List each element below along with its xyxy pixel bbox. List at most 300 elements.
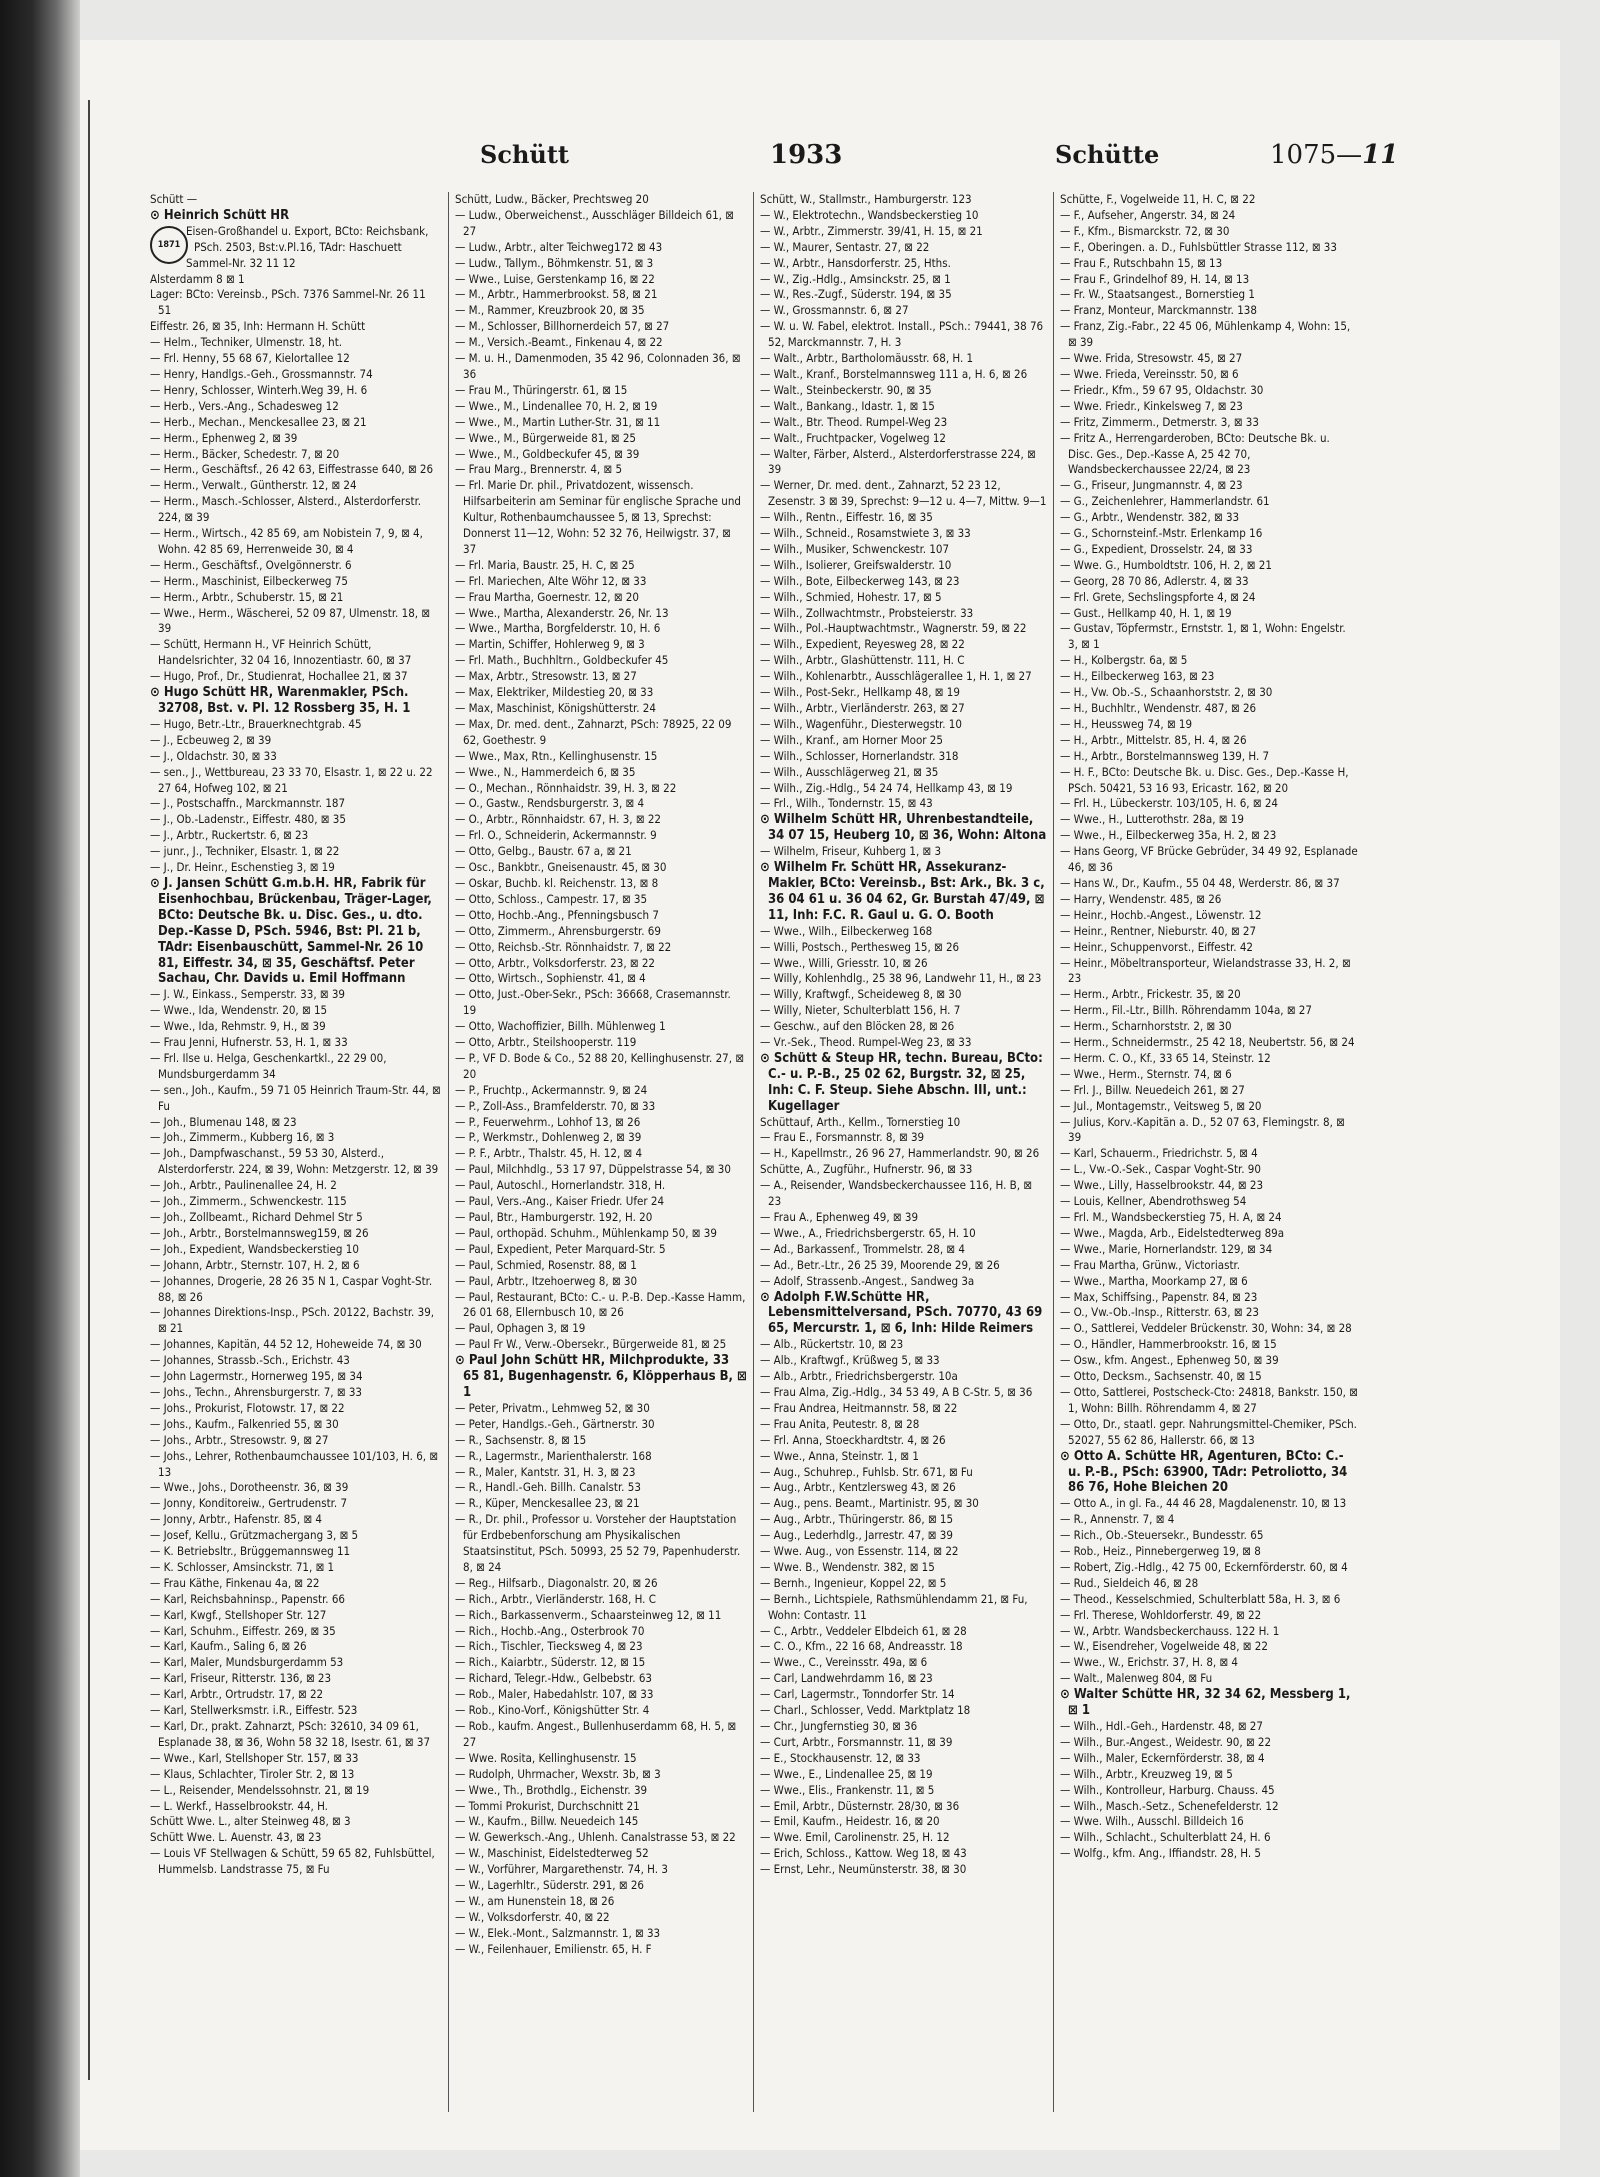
directory-entry: — sen., Joh., Kaufm., 59 71 05 Heinrich Traum-Str. 44, ⊠ Fu (150, 1082, 441, 1113)
directory-entry: — Max, Arbtr., Stresowstr. 13, ⊠ 27 (455, 669, 637, 684)
firm-logo: 1871 (150, 226, 188, 264)
firm-entry: ⊙ Walter Schütte HR, 32 34 62, Messberg 1, ⊠ 1 (1060, 1687, 1351, 1719)
directory-entry: — W., am Hunenstein 18, ⊠ 26 (455, 1893, 615, 1908)
firm-entry: ⊙ Adolph F.W.Schütte HR, Lebensmittelversand, PSch. 70770, 43 69 65, Mercurstr. 1, ⊠ 6, Inh: Hilde Reimers (760, 1289, 1043, 1337)
directory-entry: — Hugo, Betr.-Ltr., Brauerknechtgrab. 45 (150, 716, 362, 731)
directory-entry: — Karl, Schuhm., Eiffestr. 269, ⊠ 35 (150, 1623, 336, 1638)
directory-entry: — Paul, Schmied, Rosenstr. 88, ⊠ 1 (455, 1257, 637, 1272)
directory-entry: — Paul Fr W., Verw.-Obersekr., Bürgerweide 81, ⊠ 25 (455, 1337, 727, 1352)
directory-entry: — Wwe., Ida, Rehmstr. 9, H., ⊠ 39 (150, 1019, 326, 1034)
directory-entry: — R., Sachsenstr. 8, ⊠ 15 (455, 1432, 587, 1447)
directory-entry: — Willi, Postsch., Perthesweg 15, ⊠ 26 (760, 939, 960, 954)
directory-entry: — K. Schlosser, Amsinckstr. 71, ⊠ 1 (150, 1559, 335, 1574)
directory-entry: — Wilh., Kranf., am Horner Moor 25 (760, 732, 943, 747)
directory-entry: — Wwe., M., Goldbeckufer 45, ⊠ 39 (455, 446, 640, 461)
directory-entry: — Rudolph, Uhrmacher, Wexstr. 3b, ⊠ 3 (455, 1766, 661, 1781)
directory-entry: — Herm., Geschäftsf., 26 42 63, Eiffestrasse 640, ⊠ 26 (150, 462, 434, 477)
directory-entry: — Wilhelm, Friseur, Kuhberg 1, ⊠ 3 (760, 844, 942, 859)
directory-entry: Sammel-Nr. 32 11 12 (186, 255, 296, 270)
directory-entry: — Heinr., Rentner, Nieburstr. 40, ⊠ 27 (1060, 923, 1257, 938)
directory-entry: — Osw., kfm. Angest., Ephenweg 50, ⊠ 39 (1060, 1353, 1279, 1368)
directory-entry: — Otto, Arbtr., Steilshooperstr. 119 (455, 1035, 637, 1050)
directory-entry: — Louis VF Stellwagen & Schütt, 59 65 82, Fuhlsbüttel, Hummelsb. Landstrasse 75, ⊠ Fu (150, 1846, 435, 1877)
directory-entry: — Julius, Korv.-Kapitän a. D., 52 07 63, Flemingstr. 8, ⊠ 39 (1060, 1114, 1345, 1145)
directory-entry: — Rich., Hochb.-Ang., Osterbrook 70 (455, 1623, 645, 1638)
directory-entry: — Wwe., E., Lindenallee 25, ⊠ 19 (760, 1766, 933, 1781)
directory-entry: — Johannes Direktions-Insp., PSch. 20122, Bachstr. 39, ⊠ 21 (150, 1305, 435, 1336)
directory-entry: — Geschw., auf den Blöcken 28, ⊠ 26 (760, 1019, 955, 1034)
directory-entry: — W., Zig.-Hdlg., Amsinckstr. 25, ⊠ 1 (760, 271, 951, 286)
directory-entry: — Johs., Kaufm., Falkenried 55, ⊠ 30 (150, 1416, 339, 1431)
directory-entry: — P., Zoll-Ass., Bramfelderstr. 70, ⊠ 33 (455, 1098, 656, 1113)
directory-entry: — junr., J., Techniker, Elsastr. 1, ⊠ 22 (150, 844, 340, 859)
directory-columns (144, 192, 1544, 2112)
directory-entry: — G., Expedient, Drosselstr. 24, ⊠ 33 (1060, 541, 1253, 556)
directory-entry: — M., Schlosser, Billhornerdeich 57, ⊠ 27 (455, 319, 670, 334)
directory-entry: — Joh., Dampfwaschanst., 59 53 30, Alsterd., Alsterdorferstr. 224, ⊠ 39, Wohn: Metzgerstr. 12, ⊠ 39 (150, 1146, 439, 1177)
directory-entry: — Alb., Kraftwgf., Krüßweg 5, ⊠ 33 (760, 1353, 940, 1368)
directory-entry: — Ludw., Arbtr., alter Teichweg172 ⊠ 43 (455, 239, 663, 254)
directory-entry: — Wwe., Johs., Dorotheenstr. 36, ⊠ 39 (150, 1480, 349, 1495)
directory-entry: — Aug., Lederhdlg., Jarrestr. 47, ⊠ 39 (760, 1528, 953, 1543)
directory-entry: — Walt., Kranf., Borstelmannsweg 111 a, H. 6, ⊠ 26 (760, 366, 1028, 381)
directory-entry: — Frau Alma, Zig.-Hdlg., 34 53 49, A B C-Str. 5, ⊠ 36 (760, 1384, 1033, 1399)
directory-entry: — Herm., Verwalt., Güntherstr. 12, ⊠ 24 (150, 478, 357, 493)
directory-entry: — Reg., Hilfsarb., Diagonalstr. 20, ⊠ 26 (455, 1575, 658, 1590)
directory-entry: — Bernh., Lichtspiele, Rathsmühlendamm 21, ⊠ Fu, Wohn: Contastr. 11 (760, 1591, 1028, 1622)
directory-entry: — Wwe. B., Wendenstr. 382, ⊠ 15 (760, 1559, 935, 1574)
directory-entry: — Paul, Btr., Hamburgerstr. 192, H. 20 (455, 1210, 653, 1224)
directory-entry: — Bernh., Ingenieur, Koppel 22, ⊠ 5 (760, 1575, 947, 1590)
directory-entry: Schütt Wwe. L. Auenstr. 43, ⊠ 23 (150, 1830, 322, 1845)
directory-entry: — Wwe. Emil, Carolinenstr. 25, H. 12 (760, 1830, 950, 1845)
directory-entry: — Wilh., Arbtr., Glashüttenstr. 111, H. C (760, 653, 965, 668)
directory-entry: — Otto, Zimmerm., Ahrensburgerstr. 69 (455, 923, 661, 938)
directory-entry: — Wwe., M., Martin Luther-Str. 31, ⊠ 11 (455, 414, 661, 429)
directory-entry: — Peter, Privatm., Lehmweg 52, ⊠ 30 (455, 1400, 650, 1415)
directory-entry: — F., Oberingen. a. D., Fuhlsbüttler Strasse 112, ⊠ 33 (1060, 239, 1337, 254)
directory-entry: — Walt., Steinbeckerstr. 90, ⊠ 35 (760, 382, 932, 397)
directory-entry: — Wwe., Martha, Borgfelderstr. 10, H. 6 (455, 621, 661, 636)
directory-entry: — P., VF D. Bode & Co., 52 88 20, Kellinghusenstr. 27, ⊠ 20 (455, 1050, 744, 1081)
directory-page (80, 40, 1560, 2150)
directory-entry: — Wwe., Wilh., Eilbeckerweg 168 (760, 923, 933, 938)
directory-entry: — P., Fruchtp., Ackermannstr. 9, ⊠ 24 (455, 1082, 648, 1097)
directory-entry: — Wwe. Frida, Stresowstr. 45, ⊠ 27 (1060, 351, 1243, 366)
directory-entry: — Friedr., Kfm., 59 67 95, Oldachstr. 30 (1060, 382, 1264, 397)
directory-entry: — C., Arbtr., Veddeler Elbdeich 61, ⊠ 28 (760, 1623, 967, 1638)
directory-entry: — Paul, Restaurant, BCto: C.- u. P.-B. Dep.-Kasse Hamm, 26 01 68, Ellernbusch 10, ⊠ 26 (455, 1289, 746, 1320)
directory-entry: — Werner, Dr. med. dent., Zahnarzt, 52 23 12, Zesenstr. 3 ⊠ 39, Sprechst: 9—12 u. 4—7, Mittw. 9—1 (760, 478, 1047, 509)
directory-entry: — Aug., Arbtr., Kentzlersweg 43, ⊠ 26 (760, 1480, 956, 1495)
directory-entry: — Frl. Anna, Stoeckhardtstr. 4, ⊠ 26 (760, 1432, 946, 1447)
directory-entry: — Otto, Decksm., Sachsenstr. 40, ⊠ 15 (1060, 1369, 1262, 1384)
directory-entry: — Hans W., Dr., Kaufm., 55 04 48, Werderstr. 86, ⊠ 37 (1060, 875, 1340, 890)
directory-entry: — O., Mechan., Rönnhaidstr. 39, H. 3, ⊠ 22 (455, 780, 677, 795)
directory-entry: — Frl. Marie Dr. phil., Privatdozent, wissensch. Hilfsarbeiterin am Seminar für englische Sprache und Kultur, Rothenbaumchaussee 5, ⊠ 13, Sprechst: Donnerst 11—12, Wohn: 52 32 76, Heilwigstr. 37, ⊠ 37 (455, 478, 741, 556)
directory-entry: — Rob., kaufm. Angest., Bullenhuserdamm 68, H. 5, ⊠ 27 (455, 1719, 737, 1749)
directory-entry: — P., Werkmstr., Dohlenweg 2, ⊠ 39 (455, 1130, 642, 1145)
directory-entry: — Joh., Zollbeamt., Richard Dehmel Str 5 (150, 1210, 363, 1224)
directory-entry: — Aug., pens. Beamt., Martinistr. 95, ⊠ 30 (760, 1496, 979, 1511)
directory-entry: — O., Vw.-Ob.-Insp., Ritterstr. 63, ⊠ 23 (1060, 1305, 1259, 1320)
directory-entry: — Johannes, Drogerie, 28 26 35 N 1, Caspar Voght-Str. 88, ⊠ 26 (150, 1273, 433, 1304)
directory-entry: — Frau F., Rutschbahn 15, ⊠ 13 (1060, 255, 1223, 270)
directory-entry: — J., Postschaffn., Marckmannstr. 187 (150, 796, 346, 811)
directory-entry: — Fr. W., Staatsangest., Bornerstieg 1 (1060, 287, 1255, 302)
directory-entry: — F., Kfm., Bismarckstr. 72, ⊠ 30 (1060, 223, 1230, 238)
directory-entry: — Rob., Kino-Vorf., Königshütter Str. 4 (455, 1703, 650, 1718)
directory-entry: — Herm., Scharnhorststr. 2, ⊠ 30 (1060, 1019, 1232, 1034)
directory-entry: Schütte, F., Vogelweide 11, H. C, ⊠ 22 (1060, 192, 1256, 206)
directory-entry: — W., Elektrotechn., Wandsbeckerstieg 10 (760, 207, 979, 222)
directory-entry: — E., Stockhausenstr. 12, ⊠ 33 (760, 1750, 921, 1765)
directory-entry: — H., Buchhltr., Wendenstr. 487, ⊠ 26 (1060, 701, 1257, 715)
directory-entry: — Ludw., Tallym., Böhmkenstr. 51, ⊠ 3 (455, 255, 654, 270)
directory-entry: — J., Arbtr., Ruckertstr. 6, ⊠ 23 (150, 828, 309, 843)
directory-entry: — Herm., Schneidermstr., 25 42 18, Neubertstr. 56, ⊠ 24 (1060, 1035, 1355, 1050)
directory-entry: — Franz, Monteur, Marckmannstr. 138 (1060, 303, 1257, 318)
directory-entry: — L., Vw.-O.-Sek., Caspar Voght-Str. 90 (1060, 1162, 1261, 1177)
directory-entry: — Otto, Reichsb.-Str. Rönnhaidstr. 7, ⊠ 22 (455, 939, 672, 954)
directory-entry: — Frl. M., Wandsbeckerstieg 75, H. A, ⊠ 24 (1060, 1210, 1282, 1224)
directory-entry: — G., Friseur, Jungmannstr. 4, ⊠ 23 (1060, 478, 1243, 493)
directory-entry: — Johannes, Kapitän, 44 52 12, Hoheweide 74, ⊠ 30 (150, 1337, 422, 1352)
directory-entry: — O., Händler, Hammerbrookstr. 16, ⊠ 15 (1060, 1337, 1277, 1352)
directory-entry: — J., Ob.-Ladenstr., Eiffestr. 480, ⊠ 35 (150, 812, 346, 827)
directory-entry: — Wwe., M., Lindenallee 70, H. 2, ⊠ 19 (455, 398, 658, 413)
directory-entry: — Willy, Kraftwgf., Scheideweg 8, ⊠ 30 (760, 987, 962, 1002)
directory-entry: — Fritz, Zimmerm., Detmerstr. 3, ⊠ 33 (1060, 414, 1259, 429)
directory-entry: — Johs., Arbtr., Stresowstr. 9, ⊠ 27 (150, 1432, 329, 1447)
directory-entry: — Wwe., Magda, Arb., Eidelstedterweg 89a (1060, 1225, 1285, 1240)
directory-entry: — W., Arbtr., Hansdorferstr. 25, Hths. (760, 255, 951, 270)
directory-entry: — Aug., Schuhrep., Fuhlsb. Str. 671, ⊠ Fu (760, 1464, 973, 1479)
directory-entry: — Herm., Masch.-Schlosser, Alsterd., Alsterdorferstr. 224, ⊠ 39 (150, 494, 422, 525)
directory-entry: — H., Kolbergstr. 6a, ⊠ 5 (1060, 653, 1188, 668)
directory-entry: — A., Reisender, Wandsbeckerchaussee 116, H. B, ⊠ 23 (760, 1178, 1033, 1209)
directory-entry: — Johs., Lehrer, Rothenbaumchaussee 101/103, H. 6, ⊠ 13 (150, 1448, 439, 1479)
directory-entry: — Wwe. G., Humboldtstr. 106, H. 2, ⊠ 21 (1060, 557, 1272, 572)
directory-entry: — Frl. Ilse u. Helga, Geschenkartkl., 22 29 00, Mundsburgerdamm 34 (150, 1050, 387, 1081)
directory-entry: — Curt, Arbtr., Forsmannstr. 11, ⊠ 39 (760, 1734, 953, 1749)
directory-entry: — Wilh., Post-Sekr., Hellkamp 48, ⊠ 19 (760, 685, 960, 700)
directory-entry: — Karl, Arbtr., Ortrudstr. 17, ⊠ 22 (150, 1687, 324, 1702)
directory-entry: — Heinr., Hochb.-Angest., Löwenstr. 12 (1060, 907, 1262, 922)
directory-entry: — H., Eilbeckerweg 163, ⊠ 23 (1060, 669, 1215, 684)
directory-entry: — Wwe., Marie, Hornerlandstr. 129, ⊠ 34 (1060, 1241, 1273, 1256)
directory-entry: — Frau Käthe, Finkenau 4a, ⊠ 22 (150, 1575, 320, 1590)
directory-entry: — M., Versich.-Beamt., Finkenau 4, ⊠ 22 (455, 335, 663, 350)
directory-entry: — Frau Marg., Brennerstr. 4, ⊠ 5 (455, 462, 623, 477)
directory-entry: — Frau Martha, Grünw., Victoriastr. (1060, 1257, 1241, 1272)
directory-entry: — Paul, orthopäd. Schuhm., Mühlenkamp 50, ⊠ 39 (455, 1225, 717, 1240)
directory-entry: — H. F., BCto: Deutsche Bk. u. Disc. Ges., Dep.-Kasse H, PSch. 50421, 53 16 93, Ericastr. 162, ⊠ 20 (1060, 764, 1349, 795)
directory-entry: — Herm., Arbtr., Frickestr. 35, ⊠ 20 (1060, 987, 1241, 1002)
directory-entry: — Karl, Kwgf., Stellshoper Str. 127 (150, 1607, 327, 1622)
directory-entry: — Tommi Prokurist, Durchschnitt 21 (455, 1798, 640, 1813)
directory-entry: — Wilh., Kohlenarbtr., Ausschlägerallee 1, H. 1, ⊠ 27 (760, 669, 1032, 684)
directory-entry: — Wwe., Karl, Stellshoper Str. 157, ⊠ 33 (150, 1750, 359, 1765)
directory-entry: — Hans Georg, VF Brücke Gebrüder, 34 49 92, Esplanade 46, ⊠ 36 (1060, 844, 1358, 875)
directory-entry: — Harry, Wendenstr. 485, ⊠ 26 (1060, 891, 1222, 906)
directory-entry: — Frl. Therese, Wohldorferstr. 49, ⊠ 22 (1060, 1607, 1262, 1622)
directory-entry: — Herm., Wirtsch., 42 85 69, am Nobistein 7, 9, ⊠ 4, Wohn. 42 85 69, Herrenweide 30, ⊠ 4 (150, 526, 423, 556)
directory-entry: Eisen-Großhandel u. Export, BCto: Reichsbank, PSch. 2503, Bst:v.Pl.16, TAdr: Haschuett (186, 223, 429, 254)
directory-entry: — Heinr., Möbeltransporteur, Wielandstrasse 33, H. 2, ⊠ 23 (1060, 955, 1351, 986)
directory-entry: — Vr.-Sek., Theod. Rumpel-Weg 23, ⊠ 33 (760, 1035, 972, 1050)
firm-entry: ⊙ Schütt & Steup HR, techn. Bureau, BCto: C.- u. P.-B., 25 02 62, Burgstr. 32, ⊠ 25, Inh: C. F. Steup. Siehe Abschn. III, unt.: Kugellager (760, 1050, 1043, 1114)
directory-entry: — Max, Elektriker, Mildestieg 20, ⊠ 33 (455, 685, 654, 700)
directory-entry: — W., Maurer, Sentastr. 27, ⊠ 22 (760, 239, 930, 254)
directory-entry: — L. Werkf., Hasselbrookstr. 44, H. (150, 1798, 328, 1813)
directory-entry: — Wwe., Elis., Frankenstr. 11, ⊠ 5 (760, 1782, 935, 1797)
directory-entry: — H., Kapellmstr., 26 96 27, Hammerlandstr. 90, ⊠ 26 (760, 1146, 1040, 1161)
directory-entry: — Wilh., Bote, Eilbeckerweg 143, ⊠ 23 (760, 573, 960, 588)
directory-entry: — Walt., Fruchtpacker, Vogelweg 12 (760, 430, 947, 445)
directory-entry: — G., Arbtr., Wendenstr. 382, ⊠ 33 (1060, 510, 1240, 525)
directory-entry: — Chr., Jungfernstieg 30, ⊠ 36 (760, 1719, 918, 1733)
directory-entry: — Wilh., Hdl.-Geh., Hardenstr. 48, ⊠ 27 (1060, 1719, 1263, 1733)
directory-entry: — Osc., Bankbtr., Gneisenaustr. 45, ⊠ 30 (455, 860, 667, 875)
directory-entry: — J., Oldachstr. 30, ⊠ 33 (150, 748, 277, 763)
directory-entry: — Herm. C. O., Kf., 33 65 14, Steinstr. 12 (1060, 1050, 1271, 1065)
directory-entry: — Karl, Schauerm., Friedrichstr. 5, ⊠ 4 (1060, 1146, 1258, 1161)
directory-entry: — Walt., Btr. Theod. Rumpel-Weg 23 (760, 414, 948, 429)
directory-entry: — Frl. J., Billw. Neuedeich 261, ⊠ 27 (1060, 1082, 1245, 1097)
directory-entry: — Herm., Ephenweg 2, ⊠ 39 (150, 430, 298, 445)
directory-entry: — Wwe., Th., Brothdlg., Eichenstr. 39 (455, 1782, 648, 1797)
directory-entry: — Wwe., Lilly, Hasselbrookstr. 44, ⊠ 23 (1060, 1178, 1264, 1193)
firm-entry: ⊙ Hugo Schütt HR, Warenmakler, PSch. 32708, Bst. v. Pl. 12 Rossberg 35, H. 1 (150, 685, 411, 716)
directory-entry: — Frl., Wilh., Tondernstr. 15, ⊠ 43 (760, 796, 933, 811)
directory-entry: — Gustav, Töpfermstr., Ernststr. 1, ⊠ 1, Wohn: Engelstr. 3, ⊠ 1 (1060, 621, 1346, 652)
directory-entry: — Karl, Stellwerksmstr. i.R., Eiffestr. 523 (150, 1703, 358, 1718)
directory-entry: — Willy, Kohlenhdlg., 25 38 96, Landwehr 11, H., ⊠ 23 (760, 971, 1042, 986)
header-left-name: Schütt (480, 140, 570, 169)
directory-entry: — Rob., Heiz., Pinnebergerweg 19, ⊠ 8 (1060, 1544, 1261, 1559)
directory-entry: Alsterdamm 8 ⊠ 1 (150, 271, 245, 286)
directory-entry: — R., Handl.-Geh. Billh. Canalstr. 53 (455, 1480, 641, 1495)
directory-entry: — Herm., Fil.-Ltr., Billh. Röhrendamm 104a, ⊠ 27 (1060, 1003, 1312, 1018)
directory-entry: — C. O., Kfm., 22 16 68, Andreasstr. 18 (760, 1639, 963, 1654)
directory-entry: — W., Res.-Zugf., Süderstr. 194, ⊠ 35 (760, 287, 952, 302)
directory-entry: — Emil, Arbtr., Düsternstr. 28/30, ⊠ 36 (760, 1798, 960, 1813)
directory-entry: — Frau Jenni, Hufnerstr. 53, H. 1, ⊠ 33 (150, 1035, 348, 1050)
directory-entry: — Joh., Arbtr., Paulinenallee 24, H. 2 (150, 1178, 337, 1193)
directory-entry: — Wwe., Martha, Alexanderstr. 26, Nr. 13 (455, 605, 669, 620)
directory-entry: — Frau E., Forsmannstr. 8, ⊠ 39 (760, 1130, 925, 1145)
directory-entry: — Willy, Nieter, Schulterblatt 156, H. 7 (760, 1003, 961, 1018)
directory-entry: — Wwe., M., Bürgerweide 81, ⊠ 25 (455, 430, 637, 445)
directory-entry: — P. F., Arbtr., Thalstr. 45, H. 12, ⊠ 4 (455, 1146, 643, 1161)
directory-entry: Schüttauf, Arth., Kellm., Tornerstieg 10 (760, 1114, 961, 1129)
directory-entry: — Oskar, Buchb. kl. Reichenstr. 13, ⊠ 8 (455, 875, 659, 890)
directory-entry: — Wwe., H., Lutterothstr. 28a, ⊠ 19 (1060, 812, 1244, 827)
directory-entry: — Otto, Sattlerei, Postscheck-Cto: 24818, Bankstr. 150, ⊠ 1, Wohn: Billh. Röhrendamm 4, ⊠ 27 (1060, 1384, 1358, 1415)
directory-entry: — Frl. H., Lübeckerstr. 103/105, H. 6, ⊠ 24 (1060, 796, 1278, 811)
directory-entry: — J., Ecbeuweg 2, ⊠ 39 (150, 732, 272, 747)
directory-entry: — Wwe., C., Vereinsstr. 49a, ⊠ 6 (760, 1655, 928, 1670)
book-binding (0, 0, 80, 2177)
directory-entry: — Walter, Färber, Alsterd., Alsterdorferstrasse 224, ⊠ 39 (760, 446, 1036, 477)
directory-entry: — Wilh., Schlacht., Schulterblatt 24, H. 6 (1060, 1830, 1271, 1845)
directory-entry: — Wilh., Ausschlägerweg 21, ⊠ 35 (760, 764, 939, 779)
firm-entry: ⊙ Heinrich Schütt HR (150, 207, 290, 223)
firm-entry: ⊙ Wilhelm Schütt HR, Uhrenbestandteile, 34 07 15, Heuberg 10, ⊠ 36, Wohn: Altona (760, 812, 1047, 844)
directory-entry: — Wilh., Zig.-Hdlg., 54 24 74, Hellkamp 43, ⊠ 19 (760, 780, 1013, 795)
directory-entry: — H., Arbtr., Mittelstr. 85, H. 4, ⊠ 26 (1060, 732, 1247, 747)
directory-entry: — G., Zeichenlehrer, Hammerlandstr. 61 (1060, 494, 1270, 509)
directory-entry: — Wilh., Schneid., Rosamstwiete 3, ⊠ 33 (760, 526, 971, 541)
directory-entry: — Frau F., Grindelhof 89, H. 14, ⊠ 13 (1060, 271, 1250, 286)
firm-entry: ⊙ Otto A. Schütte HR, Agenturen, BCto: C.- u. P.-B., PSch: 63900, TAdr: Petroliotto, 34 86 76, Hohe Bleichen 20 (1060, 1448, 1348, 1496)
directory-entry: — Frau Martha, Goernestr. 12, ⊠ 20 (455, 589, 639, 604)
directory-entry: — Walt., Arbtr., Bartholomäusstr. 68, H. 1 (760, 351, 974, 366)
directory-entry: — Max, Maschinist, Königshütterstr. 24 (455, 701, 656, 715)
directory-entry: Schütt — (150, 192, 198, 206)
directory-entry: — F., Aufseher, Angerstr. 34, ⊠ 24 (1060, 207, 1236, 222)
directory-entry: — W. u. W. Fabel, elektrot. Install., PSch.: 79441, 38 76 52, Marckmannstr. 7, H. 3 (760, 319, 1044, 350)
directory-entry: — Carl, Lagermstr., Tonndorfer Str. 14 (760, 1687, 955, 1702)
directory-entry: — Herm., Bäcker, Schedestr. 7, ⊠ 20 (150, 446, 340, 461)
directory-entry: — sen., J., Wettbureau, 23 33 70, Elsastr. 1, ⊠ 22 u. 22 27 64, Hofweg 102, ⊠ 21 (150, 764, 433, 795)
header-year: 1933 (770, 140, 843, 170)
directory-entry: — Herb., Mechan., Menckesallee 23, ⊠ 21 (150, 414, 367, 429)
directory-entry: Schütt Wwe. L., alter Steinweg 48, ⊠ 3 (150, 1814, 351, 1829)
directory-entry: — Jonny, Konditoreiw., Gertrudenstr. 7 (150, 1496, 348, 1511)
directory-entry: — Otto, Arbtr., Volksdorferstr. 23, ⊠ 22 (455, 955, 656, 970)
directory-entry: — Ad., Barkassenf., Trommelstr. 28, ⊠ 4 (760, 1241, 965, 1256)
firm-entry: ⊙ J. Jansen Schütt G.m.b.H. HR, Fabrik für Eisenhochbau, Brückenbau, Träger-Lager, BCto: Deutsche Bk. u. Disc. Ges., u. dto. Dep.-Kasse D, PSch. 5946, Bst: Pl. 21 b, TAdr: Eisenbauschütt, Sammel-Nr. 26 10 81, Eiffestr. 34, ⊠ 35, Geschäftsf. Peter Sachau, Chr. Davids u. Emil Hoffmann (150, 875, 432, 987)
directory-entry: — Frl. Henny, 55 68 67, Kielortallee 12 (150, 351, 350, 366)
directory-entry: — Max, Dr. med. dent., Zahnarzt, PSch: 78925, 22 09 62, Goethestr. 9 (455, 716, 732, 747)
directory-entry: — K. Betriebsltr., Brüggemannsweg 11 (150, 1544, 351, 1559)
directory-entry: — Rich., Tischler, Tiecksweg 4, ⊠ 23 (455, 1639, 643, 1654)
directory-entry: — M., Rammer, Kreuzbrook 20, ⊠ 35 (455, 303, 645, 318)
directory-entry: — Karl, Maler, Mundsburgerdamm 53 (150, 1655, 344, 1670)
directory-entry: — Henry, Handlgs.-Geh., Grossmannstr. 74 (150, 366, 373, 381)
header-right-name: Schütte (1055, 140, 1160, 169)
directory-entry: — Rob., Maler, Habedahlstr. 107, ⊠ 33 (455, 1687, 654, 1702)
directory-entry: — H., Arbtr., Borstelmannsweg 139, H. 7 (1060, 748, 1270, 763)
firm-entry: ⊙ Wilhelm Fr. Schütt HR, Assekuranz-Makler, BCto: Vereinsb., Bst: Ark., Bk. 3 c, 36 04 61 u. 36 04 62, Gr. Burstah 47/49, ⊠ 11, Inh: F.C. R. Gaul u. G. O. Booth (760, 860, 1045, 923)
directory-entry: — John Lagermstr., Hornerweg 195, ⊠ 34 (150, 1369, 363, 1384)
directory-entry: — Herm., Arbtr., Schuberstr. 15, ⊠ 21 (150, 589, 344, 604)
directory-entry: — Rich., Ob.-Steuersekr., Bundesstr. 65 (1060, 1528, 1264, 1543)
directory-entry: — Johs., Prokurist, Flotowstr. 17, ⊠ 22 (150, 1400, 345, 1415)
directory-entry: — Otto, Just.-Ober-Sekr., PSch: 36668, Crasemannstr. 19 (455, 987, 731, 1018)
directory-entry: — Frl. Math., Buchhltrn., Goldbeckufer 45 (455, 653, 669, 668)
directory-entry: — W., Kaufm., Billw. Neuedeich 145 (455, 1814, 639, 1829)
directory-entry: — Rich., Arbtr., Vierländerstr. 168, H. C (455, 1591, 656, 1606)
directory-entry: — W., Arbtr., Zimmerstr. 39/41, H. 15, ⊠ 21 (760, 223, 983, 238)
directory-entry: — Hugo, Prof., Dr., Studienrat, Hochallee 21, ⊠ 37 (150, 669, 408, 684)
directory-entry: — Max, Schiffsing., Papenstr. 84, ⊠ 23 (1060, 1289, 1258, 1304)
directory-entry: — Otto, Gelbg., Baustr. 67 a, ⊠ 21 (455, 844, 632, 859)
directory-entry: — Wwe., Martha, Moorkamp 27, ⊠ 6 (1060, 1273, 1248, 1288)
directory-entry: — Frl. O., Schneiderin, Ackermannstr. 9 (455, 828, 657, 843)
directory-entry: — Rich., Barkassenverm., Schaarsteinweg 12, ⊠ 11 (455, 1607, 722, 1622)
directory-entry: — Paul, Autoschl., Hornerlandstr. 318, H. (455, 1178, 666, 1193)
directory-column-3 (754, 192, 1054, 2112)
directory-entry: — Erich, Schloss., Kattow. Weg 18, ⊠ 43 (760, 1846, 967, 1861)
directory-entry: — Alb., Rückertstr. 10, ⊠ 23 (760, 1337, 904, 1352)
directory-entry: — Wwe., N., Hammerdeich 6, ⊠ 35 (455, 764, 636, 779)
directory-entry: — Johs., Techn., Ahrensburgerstr. 7, ⊠ 33 (150, 1384, 362, 1399)
directory-entry: — Otto, Wachoffizier, Billh. Mühlenweg 1 (455, 1019, 666, 1034)
directory-column-4 (1054, 192, 1364, 2112)
directory-entry: — Wilh., Rentn., Eiffestr. 16, ⊠ 35 (760, 510, 933, 525)
directory-entry: Schütt, Ludw., Bäcker, Prechtsweg 20 (455, 192, 649, 206)
directory-entry: — Peter, Handlgs.-Geh., Gärtnerstr. 30 (455, 1416, 655, 1431)
directory-entry: — R., Küper, Menckesallee 23, ⊠ 21 (455, 1496, 640, 1511)
directory-entry: — Joh., Zimmerm., Kubberg 16, ⊠ 3 (150, 1130, 335, 1145)
directory-entry: — Wilh., Schlosser, Hornerlandstr. 318 (760, 748, 959, 763)
directory-entry: — Richard, Telegr.-Hdw., Gelbebstr. 63 (455, 1671, 652, 1686)
directory-entry: — Alb., Arbtr., Friedrichsbergerstr. 10a (760, 1369, 958, 1384)
directory-entry: Eiffestr. 26, ⊠ 35, Inh: Hermann H. Schütt (150, 319, 366, 334)
directory-entry: — W. Gewerksch.-Ang., Uhlenh. Canalstrasse 53, ⊠ 22 (455, 1830, 736, 1845)
directory-entry: — Ernst, Lehr., Neumünsterstr. 38, ⊠ 30 (760, 1862, 967, 1877)
directory-entry: — Paul, Arbtr., Itzehoerweg 8, ⊠ 30 (455, 1273, 638, 1288)
directory-entry: — Wilh., Pol.-Hauptwachtmstr., Wagnerstr. 59, ⊠ 22 (760, 621, 1027, 636)
directory-entry: — Frl. Grete, Sechslingspforte 4, ⊠ 24 (1060, 589, 1256, 604)
directory-entry: — Helm., Techniker, Ulmenstr. 18, ht. (150, 335, 343, 350)
directory-entry: — Karl, Dr., prakt. Zahnarzt, PSch: 32610, 34 09 61, Esplanade 38, ⊠ 36, Wohn 58 32 18, Isestr. 61, ⊠ 37 (150, 1719, 431, 1749)
directory-entry: — Joh., Zimmerm., Schwenckestr. 115 (150, 1194, 347, 1209)
directory-entry: — Fritz A., Herrengarderoben, BCto: Deutsche Bk. u. Disc. Ges., Dep.-Kasse A, 25 42 70, Wandsbeckerchaussee 22/24, ⊠ 23 (1060, 430, 1330, 477)
directory-entry: — Wwe., Max, Rtn., Kellinghusenstr. 15 (455, 748, 658, 763)
directory-entry: — M., Arbtr., Hammerbrookst. 58, ⊠ 21 (455, 287, 658, 302)
directory-entry: — Wolfg., kfm. Ang., Iffiandstr. 28, H. 5 (1060, 1846, 1261, 1861)
page-header (140, 140, 1540, 180)
directory-entry: — Frau M., Thüringerstr. 61, ⊠ 15 (455, 382, 628, 397)
directory-entry: — Karl, Kaufm., Saling 6, ⊠ 26 (150, 1639, 307, 1654)
directory-entry: — L., Reisender, Mendelssohnstr. 21, ⊠ 19 (150, 1782, 370, 1797)
directory-entry: — Wilh., Arbtr., Kreuzweg 19, ⊠ 5 (1060, 1766, 1233, 1781)
directory-entry: — Wwe., Willi, Griesstr. 10, ⊠ 26 (760, 955, 928, 970)
directory-entry: — Wilh., Masch.-Setz., Schenefelderstr. 12 (1060, 1798, 1279, 1813)
directory-entry: — Wwe. Aug., von Essenstr. 114, ⊠ 22 (760, 1544, 959, 1559)
directory-entry: — W., Eisendreher, Vogelweide 48, ⊠ 22 (1060, 1639, 1268, 1654)
directory-entry: — Wwe., Herm., Sternstr. 74, ⊠ 6 (1060, 1066, 1232, 1081)
directory-entry: — Joh., Expedient, Wandsbeckerstieg 10 (150, 1241, 359, 1256)
directory-entry: — Frau A., Ephenweg 49, ⊠ 39 (760, 1210, 919, 1224)
directory-entry: — O., Sattlerei, Veddeler Brückenstr. 30, Wohn: 34, ⊠ 28 (1060, 1321, 1352, 1336)
directory-entry: — R., Maler, Kantstr. 31, H. 3, ⊠ 23 (455, 1464, 636, 1479)
directory-entry: — Theod., Kesselschmied, Schulterblatt 58a, H. 3, ⊠ 6 (1060, 1591, 1341, 1606)
directory-entry: — Wwe., Luise, Gerstenkamp 16, ⊠ 22 (455, 271, 655, 286)
directory-entry: — Charl., Schlosser, Vedd. Marktplatz 18 (760, 1703, 971, 1718)
directory-entry: — Frl. Maria, Baustr. 25, H. C, ⊠ 25 (455, 557, 635, 572)
directory-entry: — Wwe., Ida, Wendenstr. 20, ⊠ 15 (150, 1003, 328, 1018)
directory-entry: — Herb., Vers.-Ang., Schadesweg 12 (150, 398, 339, 413)
directory-column-1 (144, 192, 449, 2112)
directory-entry: Schütte, A., Zugführ., Hufnerstr. 96, ⊠ 33 (760, 1162, 973, 1177)
directory-entry: — M. u. H., Damenmoden, 35 42 96, Colonnaden 36, ⊠ 36 (455, 351, 741, 381)
directory-entry: — Wilh., Isolierer, Greifswalderstr. 10 (760, 557, 952, 572)
directory-entry: — Paul, Expedient, Peter Marquard-Str. 5 (455, 1241, 666, 1256)
directory-entry: — Adolf, Strassenb.-Angest., Sandweg 3a (760, 1273, 975, 1288)
directory-entry: Lager: BCto: Vereinsb., PSch. 7376 Sammel-Nr. 26 11 51 (150, 287, 426, 318)
directory-entry: — Klaus, Schlachter, Tiroler Str. 2, ⊠ 13 (150, 1766, 355, 1781)
directory-entry: — Johannes, Strassb.-Sch., Erichstr. 43 (150, 1353, 350, 1368)
directory-entry: — W., Volksdorferstr. 40, ⊠ 22 (455, 1909, 610, 1924)
directory-entry: — Robert, Zig.-Hdlg., 42 75 00, Eckernförderstr. 60, ⊠ 4 (1060, 1559, 1348, 1574)
directory-entry: — Paul, Milchhdlg., 53 17 97, Düppelstrasse 54, ⊠ 30 (455, 1162, 731, 1177)
directory-entry: — Paul, Ophagen 3, ⊠ 19 (455, 1321, 586, 1336)
